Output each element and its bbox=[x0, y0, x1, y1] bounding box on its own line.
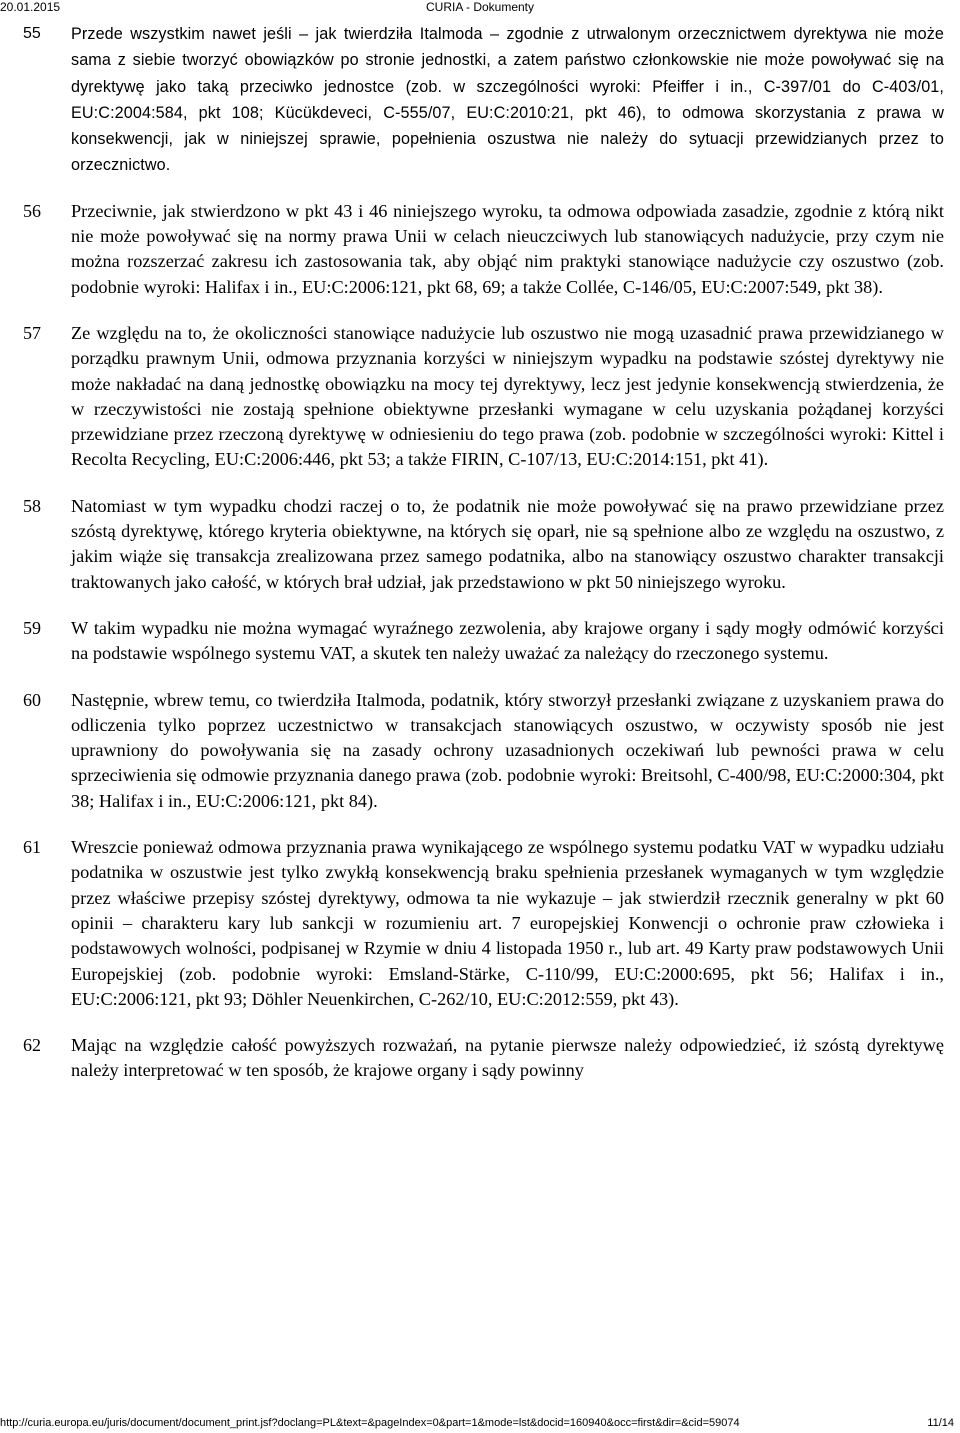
judgment-text bbox=[0, 21, 960, 1084]
print-header bbox=[0, 0, 960, 16]
paragraph-text: Przeciwnie, jak stwierdzono w pkt 43 i 46 niniejszego wyroku, ta odmowa odpowiada zasadzie, zgodnie z którą nikt nie może powoływać się na normy prawa Unii w celach nieuczciwych lub stanowiących nadużycie, przy czym nie można rozszerzać zakresu ich zastosowania tak, aby objąć nim praktyki stanowiące nadużycie czy oszustwo (zob. podobnie wyroki: Halifax i in., EU:C:2006:121, pkt 68, 69; a także Collée, C‑146/05, EU:C:2007:549, pkt 38). bbox=[71, 200, 944, 297]
paragraph-57 bbox=[0, 321, 960, 473]
paragraph-text: Następnie, wbrew temu, co twierdziła Italmoda, podatnik, który stworzył przesłanki związane z uzyskaniem prawa do odliczenia tylko poprzez uczestnictwo w transakcjach stanowiących oszustwo, w oczywisty sposób nie jest uprawniony do powoływania się na zasady ochrony uzasadnionych oczekiwań lub pewności prawa w celu sprzeciwienia się odmowie przyznania danego prawa (zob. podobnie wyroki: Breitsohl, C‑400/98, EU:C:2000:304, pkt 38; Halifax i in., EU:C:2006:121, pkt 84). bbox=[71, 689, 944, 811]
paragraph-number: 60 bbox=[23, 689, 41, 710]
paragraph-number: 59 bbox=[23, 617, 41, 638]
paragraph-55 bbox=[0, 21, 960, 179]
paragraph-text: Ze względu na to, że okoliczności stanowiące nadużycie lub oszustwo nie mogą uzasadnić prawa przewidzianego w porządku prawnym Unii, odmowa przyznania korzyści w niniejszym wypadku na podstawie szóstej dyrektywy nie może nakładać na daną jednostkę obowiązku na mocy tej dyrektywy, lecz jest jedynie konsekwencją stwierdzenia, że w rzeczywistości nie zostają spełnione obiektywne przesłanki wymagane w celu uzyskania pożądanej korzyści przewidziane przez rzeczoną dyrektywę w odniesieniu do tego prawa (zob. podobnie w szczególności wyroki: Kittel i Recolta Recycling, EU:C:2006:446, pkt 53; a także FIRIN, C‑107/13, EU:C:2014:151, pkt 41). bbox=[71, 322, 944, 470]
paragraph-number: 62 bbox=[23, 1035, 41, 1056]
paragraph-59 bbox=[0, 616, 960, 667]
paragraph-text: Mając na względzie całość powyższych rozważań, na pytanie pierwsze należy odpowiedzieć, iż szóstą dyrektywę należy interpretować w ten sposób, że krajowe organy i sądy powinny bbox=[71, 1035, 944, 1081]
paragraph-number: 55 bbox=[23, 25, 41, 42]
paragraph-number: 58 bbox=[23, 495, 41, 516]
print-title: CURIA - Dokumenty bbox=[425, 0, 535, 14]
print-date: 20.01.2015 bbox=[0, 0, 61, 14]
paragraph-text: Przede wszystkim nawet jeśli – jak twierdziła Italmoda – zgodnie z utrwalonym orzecznictwem dyrektywa nie może sama z siebie tworzyć obowiązków po stronie jednostki, a zatem państwo członkowskie nie może powoływać się na dyrektywę jako taką przeciwko jednostce (zob. w szczególności wyroki: Pfeiffer i in., C‑397/01 do C‑403/01, EU:C:2004:584, pkt 108; Kücükdeveci, C‑555/07, EU:C:2010:21, pkt 46), to odmowa skorzystania z prawa w konsekwencji, jak w niniejszej sprawie, popełnienia oszustwa nie należy do sytuacji przewidzianych przez to orzecznictwo. bbox=[71, 25, 944, 175]
paragraph-58 bbox=[0, 494, 960, 595]
paragraph-text: Wreszcie ponieważ odmowa przyznania prawa wynikającego ze wspólnego systemu podatku VAT w wypadku udziału podatnika w oszustwie jest tylko zwykłą konsekwencją braku spełnienia przesłanek wymaganych w tym względzie przez właściwe przepisy szóstej dyrektywy, odmowa ta nie wykazuje – jak stwierdził rzecznik generalny w pkt 60 opinii – charakteru kary lub sankcji w rozumieniu art. 7 europejskiej Konwencji o ochronie praw człowieka i podstawowych wolności, podpisanej w Rzymie w dniu 4 listopada 1950 r., lub art. 49 Karty praw podstawowych Unii Europejskiej (zob. podobnie wyroki: Emsland-Stärke, C‑110/99, EU:C:2000:695, pkt 56; Halifax i in., EU:C:2006:121, pkt 93; Döhler Neuenkirchen, C‑262/10, EU:C:2012:559, pkt 43). bbox=[71, 837, 944, 1009]
paragraph-number: 61 bbox=[23, 837, 41, 858]
paragraph-number: 56 bbox=[23, 200, 41, 221]
paragraph-text: Natomiast w tym wypadku chodzi raczej o to, że podatnik nie może powoływać się na prawo przewidziane przez szóstą dyrektywę, którego kryteria obiektywne, na których się oparł, nie są spełnione albo ze względu na oszustwo, z jakim wiąże się transakcja zrealizowana przez samego podatnika, albo na stanowiący oszustwo charakter transakcji traktowanych jako całość, w których brał udział, jak przedstawiono w pkt 50 niniejszego wyroku. bbox=[71, 495, 944, 592]
paragraph-62 bbox=[0, 1033, 960, 1084]
paragraph-text: W takim wypadku nie można wymagać wyraźnego zezwolenia, aby krajowe organy i sądy mogły odmówić korzyści na podstawie wspólnego systemu VAT, a skutek ten należy uważać za należący do rzeczonego systemu. bbox=[71, 617, 944, 664]
page-counter: 11/14 bbox=[927, 1417, 954, 1429]
paragraph-60 bbox=[0, 688, 960, 814]
print-footer bbox=[0, 1416, 960, 1433]
paragraph-number: 57 bbox=[23, 322, 41, 343]
source-url-link[interactable]: http://curia.europa.eu/juris/document/document_print.jsf?doclang=PL&text=&pageIndex=0&part=1&mode=lst&docid=160940&occ=first&dir=&cid=59074 bbox=[0, 1417, 740, 1429]
paragraph-61 bbox=[0, 835, 960, 1012]
paragraph-56 bbox=[0, 199, 960, 300]
